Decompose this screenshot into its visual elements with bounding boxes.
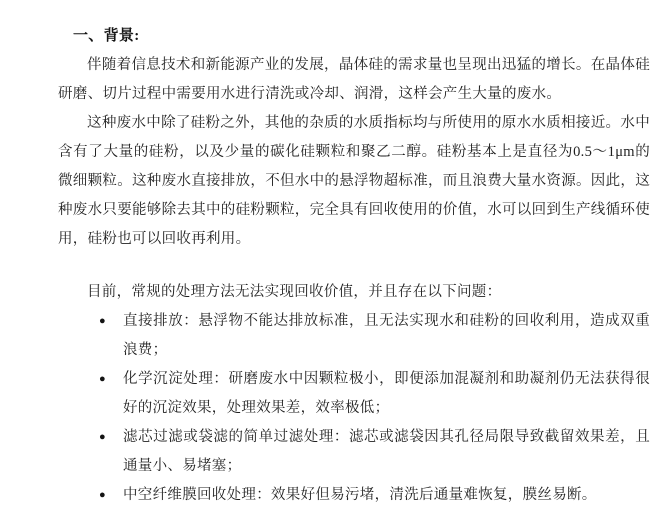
list-item bbox=[99, 307, 650, 365]
issues-list bbox=[58, 307, 650, 510]
list-item-text: 直接排放：悬浮物不能达排放标准，且无法实现水和硅粉的回收利用，造成双重浪费； bbox=[123, 313, 650, 358]
bullet-dot-icon: ● bbox=[99, 315, 106, 327]
bullet-dot-icon: ● bbox=[99, 489, 106, 501]
paragraph-gap bbox=[58, 254, 650, 278]
list-item bbox=[99, 481, 650, 510]
bullet-dot-icon: ● bbox=[99, 431, 106, 443]
bullet-dot-icon: ● bbox=[99, 373, 106, 385]
list-item bbox=[99, 423, 650, 481]
paragraph-background-1: 伴随着信息技术和新能源产业的发展，晶体硅的需求量也呈现出迅猛的增长。在晶体硅研磨、切片过程中需要用水进行清洗或冷却、润滑，这样会产生大量的废水。 bbox=[58, 57, 650, 102]
paragraph-background-2: 这种废水中除了硅粉之外，其他的杂质的水质指标均与所使用的原水水质相接近。水中含有了大量的硅粉，以及少量的碳化硅颗粒和聚乙二醇。硅粉基本上是直径为0.5～1μm的微细颗粒。这种废水直接排放，不但水中的悬浮物超标准，而且浪费大量水资源。因此，这种废水只要能够除去其中的硅粉颗粒，完全具有回收使用的价值，水可以回到生产线循环使用，硅粉也可以回收再利用。 bbox=[58, 115, 650, 247]
list-item-text: 化学沉淀处理：研磨废水中因颗粒极小，即便添加混凝剂和助凝剂仍无法获得很好的沉淀效果，处理效果差，效率极低； bbox=[123, 371, 650, 416]
list-item-text: 中空纤维膜回收处理：效果好但易污堵，清洗后通量难恢复，膜丝易断。 bbox=[123, 487, 597, 503]
section-heading: 一、背景: bbox=[73, 28, 140, 44]
list-item bbox=[99, 365, 650, 423]
list-item-text: 滤芯过滤或袋滤的简单过滤处理：滤芯或滤袋因其孔径局限导致截留效果差，且通量小、易堵塞； bbox=[123, 429, 650, 474]
paragraph-issues-intro: 目前，常规的处理方法无法实现回收价值，并且存在以下问题： bbox=[87, 284, 502, 300]
